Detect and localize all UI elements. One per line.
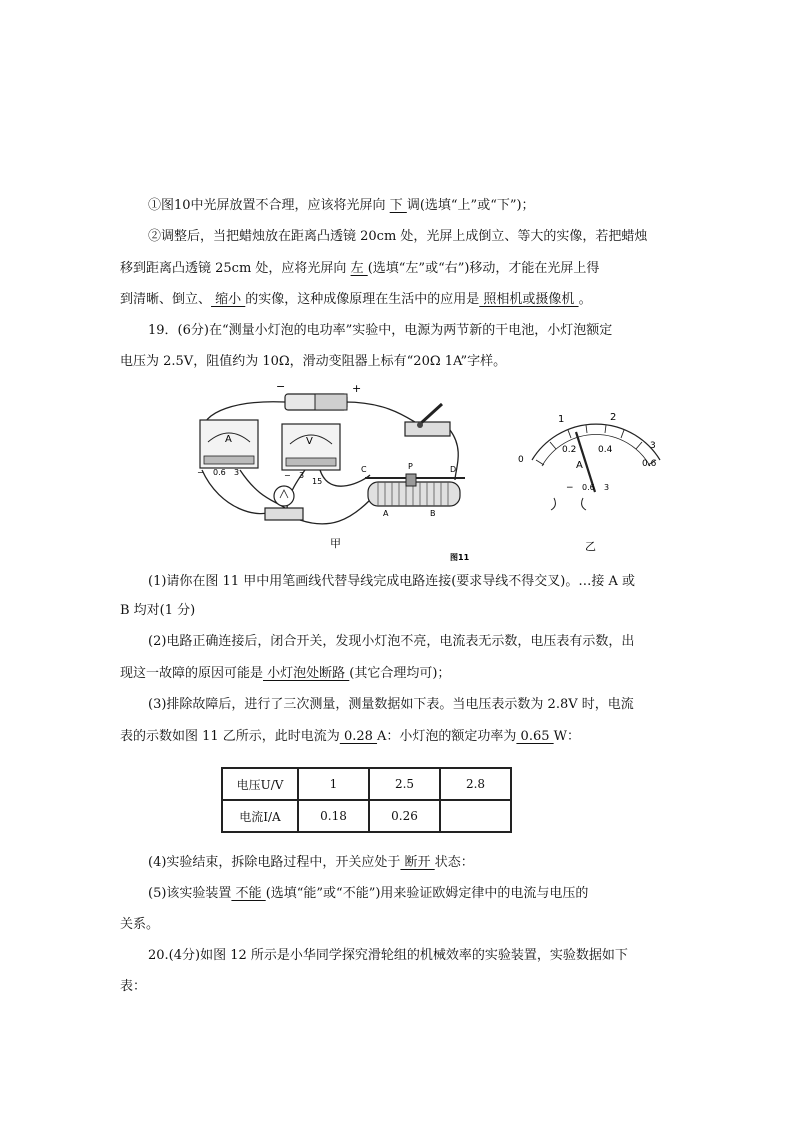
table-cell: 2.8 [440, 768, 511, 800]
dial-lower-0-6: 0.6 [642, 459, 657, 469]
dial-terminal-3: 3 [604, 483, 610, 492]
q18-line-3: 移到距离凸透镜 25cm 处，应将光屏向 左 (选填“左”或“右”)移动，才能在光屏上得 [120, 261, 600, 276]
table-cell [440, 800, 511, 832]
answer-blank: 不能 [231, 886, 266, 901]
q19-stem-line-1: 19．(6分)在“测量小灯泡的电功率”实验中，电源为两节新的干电池，小灯泡额定 [148, 323, 613, 338]
ammeter-terminal-0-6: 0.6 [213, 468, 226, 477]
ammeter-terminal-3: 3 [234, 468, 240, 477]
q19-part-5-line-2: 关系。 [120, 917, 160, 932]
q20-stem-line-2: 表： [120, 979, 147, 994]
ammeter-icon [197, 420, 258, 477]
q18-line-2: ②调整后，当把蜡烛放在距离凸透镜 20cm 处，光屏上成倒立、等大的实像，若把蜡烛 [148, 229, 648, 244]
figure-label-jia: 甲 [330, 537, 341, 550]
light-bulb-icon [265, 486, 303, 520]
dial-unit-a: A [576, 460, 583, 471]
voltmeter-icon [282, 424, 340, 486]
q19-part-2-line-2: 现这一故障的原因可能是 小灯泡处断路 (其它合理均可)； [120, 666, 451, 681]
voltmeter-terminal-minus: − [284, 471, 291, 480]
rheostat-label-c: C [361, 465, 367, 474]
answer-blank: 0.65 [516, 729, 554, 744]
q19-stem-line-2: 电压为 2.5V，阻值约为 10Ω，滑动变阻器上标有“20Ω 1A”字样。 [120, 354, 507, 369]
dial-terminal-0-6: 0.6 [582, 483, 595, 492]
figure-label-yi: 乙 [585, 540, 596, 553]
answer-blank: 照相机或摄像机 [479, 292, 579, 307]
table-cell: 0.18 [298, 800, 369, 832]
ammeter-terminal-minus: − [197, 468, 204, 477]
ammeter-symbol: A [225, 434, 232, 445]
ammeter-dial [518, 412, 660, 510]
q19-part-2-line-1: (2)电路正确连接后，闭合开关，发现小灯泡不亮，电流表无示数，电压表有示数，出 [148, 634, 635, 649]
figure-11 [180, 380, 680, 565]
q19-part-3-line-2: 表的示数如图 11 乙所示，此时电流为 0.28 A：小灯泡的额定功率为 0.65 W： [120, 729, 581, 744]
rheostat-label-p: P [408, 462, 413, 471]
answer-blank: 断开 [400, 855, 435, 870]
dial-lower-0: 0 [518, 455, 524, 465]
dial-lower-0-4: 0.4 [598, 445, 613, 455]
table-cell: 2.5 [369, 768, 440, 800]
battery-minus: − [276, 380, 286, 393]
dial-lower-0-2: 0.2 [562, 445, 577, 455]
q19-part-4: (4)实验结束，拆除电路过程中，开关应处于 断开 状态： [148, 855, 474, 870]
battery-plus: + [352, 382, 362, 395]
q19-part-3-line-1: (3)排除故障后，进行了三次测量，测量数据如下表。当电压表示数为 2.8V 时，电流 [148, 697, 634, 712]
dial-upper-3: 3 [650, 441, 656, 451]
voltmeter-symbol: V [306, 436, 313, 447]
table-row [222, 800, 511, 832]
q20-stem-line-1: 20.(4分)如图 12 所示是小华同学探究滑轮组的机械效率的实验装置，实验数据如下 [148, 948, 628, 963]
figure-caption: 图11 [450, 553, 470, 562]
rheostat-label-a: A [383, 509, 389, 518]
table-header-current: 电流I/A [222, 800, 298, 832]
q19-part-5-line-1: (5)该实验装置 不能 (选填“能”或“不能”)用来验证欧姆定律中的电流与电压的 [148, 886, 589, 901]
voltmeter-terminal-15: 15 [312, 477, 323, 486]
rheostat-label-b: B [430, 509, 436, 518]
battery-icon [276, 380, 361, 410]
voltmeter-terminal-3: 3 [299, 471, 305, 480]
answer-blank: 左 [350, 261, 368, 276]
answer-blank: 0.28 [339, 729, 378, 744]
dial-upper-2: 2 [610, 412, 617, 423]
table-row [222, 768, 511, 800]
q19-part-1-line-2: B 均对(1 分) [120, 603, 196, 618]
q18-line-1: ①图10中光屏放置不合理，应该将光屏向 下 调(选填“上”或“下”)； [148, 198, 535, 213]
table-cell: 1 [298, 768, 369, 800]
dial-terminal-minus: − [566, 483, 574, 493]
answer-blank: 缩小 [211, 292, 246, 307]
q19-part-1-line-1: (1)请你在图 11 甲中用笔画线代替导线完成电路连接(要求导线不得交叉)。…接 A 或 [148, 574, 636, 589]
answer-blank: 小灯泡处断路 [263, 666, 350, 681]
answer-blank: 下 [389, 198, 407, 213]
dial-upper-1: 1 [558, 414, 565, 425]
table-header-voltage: 电压U/V [222, 768, 298, 800]
rheostat-label-d: D [450, 465, 457, 474]
q18-line-4: 到清晰、倒立、 缩小 的实像，这种成像原理在生活中的应用是 照相机或摄像机 。 [120, 292, 592, 307]
measurement-table [221, 767, 512, 833]
rheostat-icon [361, 462, 465, 518]
table-cell: 0.26 [369, 800, 440, 832]
